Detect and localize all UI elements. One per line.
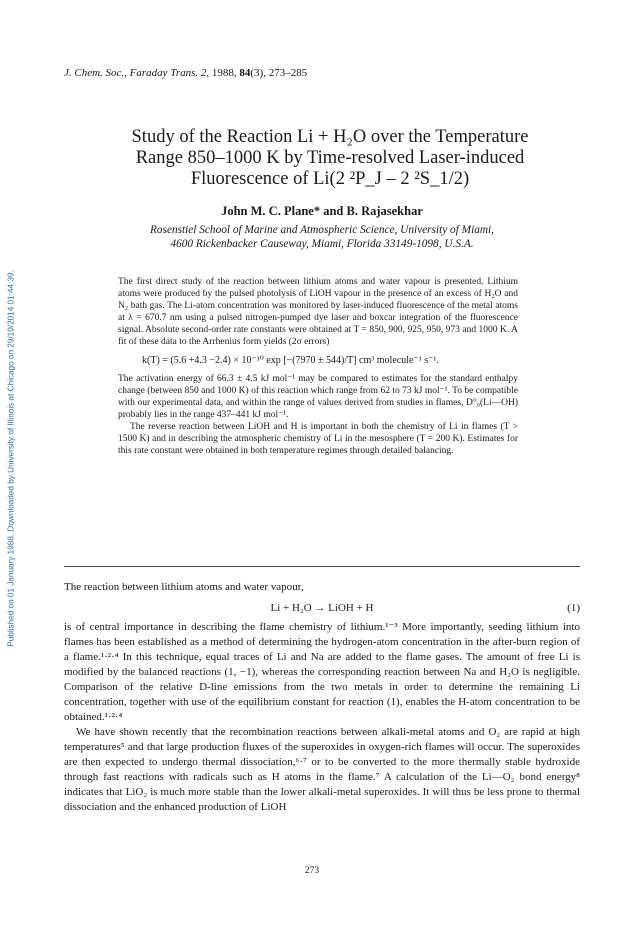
abstract-paragraph-2: The activation energy of 66.3 ± 4.5 kJ mol⁻¹ may be compared to estimates for the standard enthalpy change (between 850 and 1000 K) of this reaction which range from 62 to 73 kJ mol⁻¹. To be compatible with our experimental data, and within the range of values derived from studies in flames, D°₀(Li—OH) probably lies in the range 437–441 kJ mol⁻¹. (118, 374, 518, 420)
journal-volume: 84 (239, 67, 251, 79)
body-paragraph-3: We have shown recently that the recombination reactions between alkali-metal atoms and O₂ are rapid at high temperatures⁵ and that large production fluxes of the superoxides in oxygen-rich flames will occur. The superoxides are then expected to undergo thermal dissociation,⁶·⁷ or to be converted to the more thermally stable hydroxide through fast reactions with radicals such as H atoms in the flame.⁷ A calculation of the Li—O₂ bond energy⁸ indicates that LiO₂ is much more stable than the lower alkali-metal superoxides. It will thus be less prone to thermal dissociation and the enhanced production of LiOH (64, 726, 580, 813)
body-paragraph-1: The reaction between lithium atoms and water vapour, (64, 581, 304, 593)
title-line-2: Range 850–1000 K by Time-resolved Laser-induced (135, 148, 525, 168)
page-number: 273 (304, 866, 320, 876)
rate-equation: k(T) = (5.6 +4.3 −2.4) × 10⁻¹⁰ exp [−(7970 ± 544)/T] cm³ molecule⁻¹ s⁻¹. (142, 355, 439, 366)
abstract-paragraph-1: The first direct study of the reaction between lithium atoms and water vapour is presented. Lithium atoms were produced by the pulsed photolysis of LiOH vapour in the presence of an excess of H₂O and N₂ bath gas. The Li-atom concentration was monitored by laser-induced fluorescence of the metal atoms at λ = 670.7 nm using a pulsed nitrogen-pumped dye laser and boxcar integration of the fluorescence signal. Absolute second-order rate constants were obtained at T = 850, 900, 925, 950, 973 and 1000 K. A fit of these data to the Arrhenius form yields (2σ errors) (118, 277, 518, 347)
article-body (64, 580, 580, 815)
abstract-paragraph-3: The reverse reaction between LiOH and H is important in both the chemistry of Li in flames (T > 1500 K) and in describing the atmospheric chemistry of Li in the mesosphere (T = 200 K). Estimates for this rate constant were obtained in both temperature regimes through detailed balancing. (118, 422, 518, 456)
title-line-1: Study of the Reaction Li + H₂O over the Temperature (131, 127, 529, 147)
journal-pages: (3), 273–285 (250, 67, 308, 79)
abstract (118, 276, 518, 457)
title-line-3: Fluorescence of Li(2 ²P_J – 2 ²S_1/2) (190, 169, 470, 189)
affiliation (64, 223, 580, 251)
affiliation-line-1: Rosenstiel School of Marine and Atmospheric Science, University of Miami, (150, 224, 494, 236)
journal-name: J. Chem. Soc., Faraday Trans. 2, (64, 67, 210, 79)
section-divider (64, 566, 580, 567)
reaction-number: (1) (567, 602, 580, 614)
body-paragraph-2: is of central importance in describing the flame chemistry of lithium.¹⁻³ More importantly, seeding lithium into flames has been established as a method of determining the hydrogen-atom concentration in the after-burn region of a flame.¹·²·⁴ In this technique, equal traces of Li and Na are added to the flame gases. The amount of free Li is modified by the balanced reactions (1, −1), whereas the corresponding reaction between Na and H₂O is negligible. Comparison of the relative D-line emissions from the two metals in order to determine the remaining Li concentration, together with use of the equilibrium constant for reaction (1), enables the H-atom concentration to be obtained.¹·²·⁴ (64, 621, 580, 723)
author-list: John M. C. Plane* and B. Rajasekhar (221, 204, 423, 218)
affiliation-line-2: 4600 Rickenbacker Causeway, Miami, Florida 33149-1098, U.S.A. (170, 238, 474, 250)
download-note-link[interactable]: Published on 01 January 1988. Downloaded by University of Illinois at Chicago on 29/10/2014 01:44:39. (6, 270, 16, 647)
paper-title (80, 127, 580, 190)
journal-citation (64, 67, 307, 79)
reaction-text: Li + H₂O → LiOH + H (270, 602, 374, 614)
journal-year: 1988, (211, 67, 237, 79)
reaction-equation (64, 601, 580, 616)
download-sidebar (0, 0, 22, 936)
